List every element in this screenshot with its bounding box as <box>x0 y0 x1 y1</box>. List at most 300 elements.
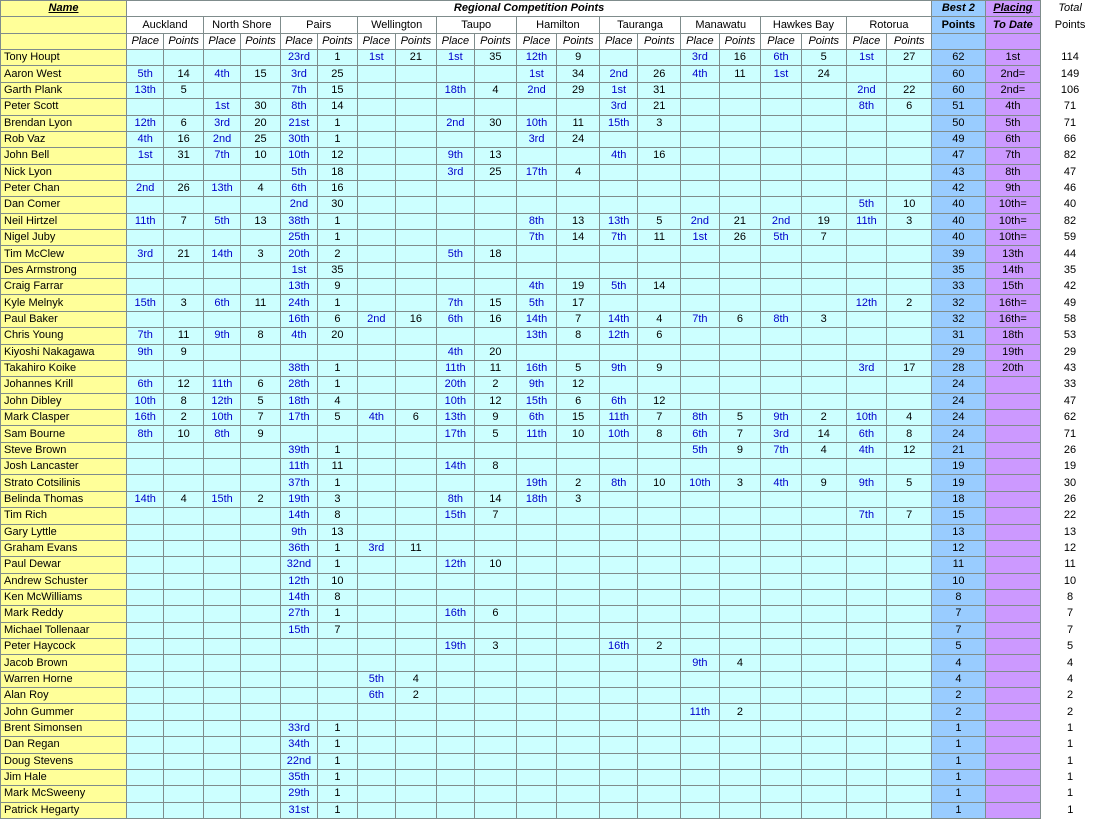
placing-cell[interactable] <box>985 704 1041 720</box>
points-cell[interactable]: 1 <box>318 295 358 311</box>
place-cell[interactable]: 2nd <box>681 213 719 229</box>
place-cell[interactable]: 14th <box>516 311 557 327</box>
place-cell[interactable] <box>127 720 164 736</box>
points-cell[interactable] <box>638 671 681 687</box>
place-cell[interactable] <box>516 671 557 687</box>
points-cell[interactable]: 1 <box>318 737 358 753</box>
points-cell[interactable] <box>801 720 846 736</box>
total-points-cell[interactable]: 42 <box>1041 279 1100 295</box>
points-cell[interactable] <box>719 131 761 147</box>
points-cell[interactable] <box>801 344 846 360</box>
place-cell[interactable] <box>357 737 395 753</box>
points-cell[interactable]: 2 <box>396 688 437 704</box>
place-cell[interactable]: 38th <box>280 213 317 229</box>
place-cell[interactable] <box>681 606 719 622</box>
place-cell[interactable] <box>681 557 719 573</box>
points-cell[interactable]: 10 <box>164 426 204 442</box>
place-cell[interactable] <box>681 148 719 164</box>
points-cell[interactable] <box>887 66 932 82</box>
place-cell[interactable] <box>357 328 395 344</box>
placing-cell[interactable]: 10th= <box>985 213 1041 229</box>
place-cell[interactable] <box>357 573 395 589</box>
points-cell[interactable] <box>557 540 600 556</box>
place-cell[interactable]: 19th <box>280 491 317 507</box>
place-cell[interactable]: 17th <box>516 164 557 180</box>
place-cell[interactable] <box>761 606 802 622</box>
points-cell[interactable] <box>557 720 600 736</box>
points-cell[interactable]: 7 <box>241 409 281 425</box>
competitor-name[interactable]: Doug Stevens <box>1 753 127 769</box>
competitor-name[interactable]: Peter Haycock <box>1 639 127 655</box>
placing-cell[interactable] <box>985 459 1041 475</box>
place-cell[interactable] <box>761 131 802 147</box>
place-cell[interactable] <box>203 442 240 458</box>
points-cell[interactable]: 15 <box>475 295 517 311</box>
place-cell[interactable] <box>127 197 164 213</box>
place-cell[interactable] <box>761 557 802 573</box>
place-cell[interactable] <box>681 720 719 736</box>
placing-cell[interactable]: 4th <box>985 99 1041 115</box>
placing-cell[interactable] <box>985 508 1041 524</box>
points-cell[interactable]: 3 <box>557 491 600 507</box>
points-cell[interactable] <box>557 769 600 785</box>
place-cell[interactable] <box>600 197 638 213</box>
best-points-cell[interactable]: 19 <box>932 459 985 475</box>
place-cell[interactable] <box>681 753 719 769</box>
points-cell[interactable] <box>164 786 204 802</box>
place-cell[interactable] <box>127 573 164 589</box>
points-cell[interactable]: 6 <box>557 393 600 409</box>
place-cell[interactable] <box>761 786 802 802</box>
points-cell[interactable] <box>719 164 761 180</box>
best-points-cell[interactable]: 60 <box>932 66 985 82</box>
placing-cell[interactable]: 9th <box>985 180 1041 196</box>
place-cell[interactable] <box>357 720 395 736</box>
points-cell[interactable]: 4 <box>318 393 358 409</box>
place-cell[interactable]: 7th <box>846 508 887 524</box>
place-cell[interactable]: 10th <box>280 148 317 164</box>
points-cell[interactable] <box>887 769 932 785</box>
competitor-name[interactable]: Kiyoshi Nakagawa <box>1 344 127 360</box>
place-cell[interactable]: 1st <box>846 50 887 66</box>
points-cell[interactable] <box>801 769 846 785</box>
points-cell[interactable]: 14 <box>801 426 846 442</box>
place-cell[interactable] <box>516 769 557 785</box>
points-cell[interactable] <box>801 573 846 589</box>
place-cell[interactable]: 4th <box>127 131 164 147</box>
best-points-cell[interactable]: 47 <box>932 148 985 164</box>
best-points-cell[interactable]: 32 <box>932 311 985 327</box>
place-cell[interactable] <box>203 459 240 475</box>
place-cell[interactable] <box>127 704 164 720</box>
points-cell[interactable] <box>475 655 517 671</box>
place-cell[interactable]: 4th <box>600 148 638 164</box>
competitor-name[interactable]: Strato Cotsilinis <box>1 475 127 491</box>
points-cell[interactable] <box>887 180 932 196</box>
points-cell[interactable]: 8 <box>638 426 681 442</box>
points-cell[interactable] <box>887 230 932 246</box>
points-cell[interactable] <box>241 262 281 278</box>
place-cell[interactable] <box>761 82 802 98</box>
place-cell[interactable] <box>846 671 887 687</box>
place-cell[interactable] <box>516 606 557 622</box>
points-cell[interactable]: 1 <box>318 230 358 246</box>
points-cell[interactable] <box>318 671 358 687</box>
points-cell[interactable] <box>638 786 681 802</box>
points-cell[interactable] <box>638 737 681 753</box>
place-cell[interactable]: 6th <box>846 426 887 442</box>
best-points-cell[interactable]: 1 <box>932 802 985 818</box>
place-cell[interactable] <box>600 50 638 66</box>
total-points-cell[interactable]: 5 <box>1041 639 1100 655</box>
points-cell[interactable]: 2 <box>475 377 517 393</box>
points-cell[interactable]: 11 <box>475 360 517 376</box>
place-cell[interactable] <box>761 344 802 360</box>
points-cell[interactable] <box>241 360 281 376</box>
place-cell[interactable] <box>127 622 164 638</box>
points-cell[interactable] <box>475 589 517 605</box>
points-cell[interactable]: 17 <box>887 360 932 376</box>
place-cell[interactable] <box>357 557 395 573</box>
points-cell[interactable]: 4 <box>719 655 761 671</box>
place-cell[interactable]: 2nd <box>357 311 395 327</box>
place-cell[interactable] <box>761 655 802 671</box>
points-cell[interactable]: 11 <box>638 230 681 246</box>
place-cell[interactable] <box>516 688 557 704</box>
place-cell[interactable]: 12th <box>846 295 887 311</box>
points-cell[interactable]: 5 <box>475 426 517 442</box>
place-cell[interactable] <box>761 360 802 376</box>
points-cell[interactable] <box>638 180 681 196</box>
competitor-name[interactable]: Johannes Krill <box>1 377 127 393</box>
points-cell[interactable] <box>801 508 846 524</box>
place-cell[interactable] <box>681 262 719 278</box>
points-cell[interactable]: 6 <box>719 311 761 327</box>
placing-cell[interactable]: 16th= <box>985 311 1041 327</box>
place-cell[interactable] <box>846 164 887 180</box>
place-cell[interactable] <box>357 655 395 671</box>
place-cell[interactable] <box>203 262 240 278</box>
points-cell[interactable] <box>475 753 517 769</box>
place-cell[interactable] <box>846 589 887 605</box>
place-cell[interactable]: 25th <box>280 230 317 246</box>
place-cell[interactable] <box>761 704 802 720</box>
placing-cell[interactable]: 10th= <box>985 230 1041 246</box>
best-points-cell[interactable]: 1 <box>932 737 985 753</box>
place-cell[interactable] <box>846 540 887 556</box>
points-cell[interactable] <box>475 540 517 556</box>
competitor-name[interactable]: Neil Hirtzel <box>1 213 127 229</box>
place-cell[interactable] <box>846 115 887 131</box>
points-cell[interactable] <box>475 524 517 540</box>
place-cell[interactable] <box>127 688 164 704</box>
total-points-cell[interactable]: 1 <box>1041 720 1100 736</box>
place-cell[interactable] <box>681 524 719 540</box>
points-cell[interactable] <box>241 524 281 540</box>
place-cell[interactable]: 6th <box>436 311 474 327</box>
points-cell[interactable]: 16 <box>638 148 681 164</box>
total-points-cell[interactable]: 1 <box>1041 737 1100 753</box>
place-cell[interactable]: 6th <box>127 377 164 393</box>
points-cell[interactable] <box>475 786 517 802</box>
points-cell[interactable]: 7 <box>557 311 600 327</box>
place-cell[interactable] <box>516 262 557 278</box>
total-points-cell[interactable]: 7 <box>1041 622 1100 638</box>
place-cell[interactable]: 1st <box>280 262 317 278</box>
competitor-name[interactable]: Jacob Brown <box>1 655 127 671</box>
place-cell[interactable] <box>203 737 240 753</box>
place-cell[interactable] <box>436 328 474 344</box>
total-points-cell[interactable]: 2 <box>1041 688 1100 704</box>
points-cell[interactable]: 6 <box>887 99 932 115</box>
points-cell[interactable] <box>719 393 761 409</box>
points-cell[interactable] <box>557 671 600 687</box>
points-cell[interactable] <box>719 524 761 540</box>
placing-cell[interactable] <box>985 753 1041 769</box>
points-cell[interactable] <box>887 131 932 147</box>
placing-cell[interactable] <box>985 475 1041 491</box>
place-cell[interactable] <box>436 622 474 638</box>
place-cell[interactable] <box>436 655 474 671</box>
competitor-name[interactable]: Dan Comer <box>1 197 127 213</box>
place-cell[interactable]: 19th <box>436 639 474 655</box>
place-cell[interactable] <box>681 786 719 802</box>
place-cell[interactable] <box>761 180 802 196</box>
place-cell[interactable] <box>516 508 557 524</box>
points-cell[interactable] <box>164 311 204 327</box>
points-cell[interactable]: 6 <box>396 409 437 425</box>
points-cell[interactable] <box>396 180 437 196</box>
place-cell[interactable]: 7th <box>203 148 240 164</box>
place-cell[interactable]: 31st <box>280 802 317 818</box>
competitor-name[interactable]: Paul Dewar <box>1 557 127 573</box>
place-cell[interactable] <box>681 802 719 818</box>
points-cell[interactable] <box>887 655 932 671</box>
points-cell[interactable] <box>638 459 681 475</box>
points-cell[interactable] <box>396 704 437 720</box>
place-cell[interactable]: 20th <box>436 377 474 393</box>
placing-cell[interactable]: 7th <box>985 148 1041 164</box>
competitor-name[interactable]: Ken McWilliams <box>1 589 127 605</box>
points-cell[interactable]: 1 <box>318 786 358 802</box>
place-cell[interactable] <box>357 524 395 540</box>
place-cell[interactable] <box>600 606 638 622</box>
points-cell[interactable] <box>801 655 846 671</box>
points-cell[interactable] <box>887 262 932 278</box>
place-cell[interactable] <box>761 508 802 524</box>
place-cell[interactable] <box>600 753 638 769</box>
points-cell[interactable] <box>887 344 932 360</box>
points-cell[interactable] <box>241 606 281 622</box>
place-cell[interactable]: 3rd <box>357 540 395 556</box>
points-cell[interactable]: 1 <box>318 360 358 376</box>
place-cell[interactable] <box>357 459 395 475</box>
points-cell[interactable]: 34 <box>557 66 600 82</box>
place-cell[interactable] <box>600 246 638 262</box>
place-cell[interactable]: 14th <box>600 311 638 327</box>
points-cell[interactable] <box>241 50 281 66</box>
placing-cell[interactable]: 16th= <box>985 295 1041 311</box>
points-cell[interactable] <box>318 655 358 671</box>
points-cell[interactable] <box>164 360 204 376</box>
points-cell[interactable] <box>164 508 204 524</box>
points-cell[interactable] <box>719 148 761 164</box>
points-cell[interactable] <box>475 279 517 295</box>
points-cell[interactable]: 3 <box>801 311 846 327</box>
placing-cell[interactable] <box>985 671 1041 687</box>
place-cell[interactable]: 6th <box>681 426 719 442</box>
place-cell[interactable] <box>761 328 802 344</box>
points-cell[interactable]: 12 <box>475 393 517 409</box>
competitor-name[interactable]: Steve Brown <box>1 442 127 458</box>
competitor-name[interactable]: Dan Regan <box>1 737 127 753</box>
total-points-cell[interactable]: 4 <box>1041 671 1100 687</box>
points-cell[interactable] <box>396 99 437 115</box>
place-cell[interactable] <box>761 589 802 605</box>
total-points-cell[interactable]: 66 <box>1041 131 1100 147</box>
points-cell[interactable]: 12 <box>557 377 600 393</box>
points-cell[interactable]: 8 <box>887 426 932 442</box>
points-cell[interactable] <box>719 671 761 687</box>
best-points-cell[interactable]: 32 <box>932 295 985 311</box>
place-cell[interactable] <box>600 573 638 589</box>
best-points-cell[interactable]: 42 <box>932 180 985 196</box>
place-cell[interactable] <box>681 295 719 311</box>
points-cell[interactable] <box>318 426 358 442</box>
place-cell[interactable]: 6th <box>600 393 638 409</box>
best-points-cell[interactable]: 24 <box>932 393 985 409</box>
points-cell[interactable] <box>396 328 437 344</box>
points-cell[interactable]: 1 <box>318 442 358 458</box>
place-cell[interactable] <box>516 344 557 360</box>
place-cell[interactable]: 18th <box>436 82 474 98</box>
points-cell[interactable] <box>801 459 846 475</box>
points-cell[interactable]: 3 <box>887 213 932 229</box>
points-cell[interactable] <box>396 426 437 442</box>
placing-cell[interactable]: 10th= <box>985 197 1041 213</box>
total-points-cell[interactable]: 44 <box>1041 246 1100 262</box>
points-cell[interactable] <box>557 99 600 115</box>
place-cell[interactable]: 13th <box>436 409 474 425</box>
place-cell[interactable]: 9th <box>516 377 557 393</box>
place-cell[interactable] <box>357 295 395 311</box>
place-cell[interactable]: 7th <box>516 230 557 246</box>
points-cell[interactable] <box>719 82 761 98</box>
place-cell[interactable]: 12th <box>127 115 164 131</box>
place-cell[interactable] <box>761 524 802 540</box>
place-cell[interactable] <box>516 753 557 769</box>
best-points-cell[interactable]: 24 <box>932 377 985 393</box>
place-cell[interactable] <box>681 115 719 131</box>
points-cell[interactable]: 2 <box>318 246 358 262</box>
place-cell[interactable] <box>127 459 164 475</box>
place-cell[interactable] <box>761 393 802 409</box>
points-cell[interactable] <box>475 213 517 229</box>
points-cell[interactable] <box>887 540 932 556</box>
place-cell[interactable] <box>203 704 240 720</box>
placing-cell[interactable] <box>985 786 1041 802</box>
points-cell[interactable] <box>557 180 600 196</box>
place-cell[interactable] <box>203 589 240 605</box>
points-cell[interactable] <box>396 295 437 311</box>
place-cell[interactable] <box>846 148 887 164</box>
placing-cell[interactable]: 13th <box>985 246 1041 262</box>
points-cell[interactable] <box>396 262 437 278</box>
points-cell[interactable] <box>241 671 281 687</box>
points-cell[interactable] <box>557 442 600 458</box>
place-cell[interactable]: 6th <box>357 688 395 704</box>
place-cell[interactable] <box>600 737 638 753</box>
place-cell[interactable] <box>436 573 474 589</box>
points-cell[interactable] <box>396 131 437 147</box>
best-points-cell[interactable]: 7 <box>932 606 985 622</box>
points-cell[interactable]: 9 <box>801 475 846 491</box>
place-cell[interactable] <box>761 262 802 278</box>
placing-cell[interactable] <box>985 622 1041 638</box>
best-points-cell[interactable]: 40 <box>932 213 985 229</box>
place-cell[interactable] <box>761 540 802 556</box>
points-cell[interactable] <box>801 540 846 556</box>
place-cell[interactable] <box>203 230 240 246</box>
place-cell[interactable]: 21st <box>280 115 317 131</box>
place-cell[interactable]: 4th <box>203 66 240 82</box>
points-cell[interactable] <box>475 131 517 147</box>
place-cell[interactable] <box>280 426 317 442</box>
points-cell[interactable] <box>164 459 204 475</box>
place-cell[interactable] <box>846 344 887 360</box>
total-points-cell[interactable]: 1 <box>1041 769 1100 785</box>
points-cell[interactable] <box>396 786 437 802</box>
place-cell[interactable]: 11th <box>846 213 887 229</box>
points-cell[interactable] <box>557 786 600 802</box>
points-cell[interactable] <box>396 377 437 393</box>
placing-cell[interactable] <box>985 393 1041 409</box>
points-cell[interactable]: 25 <box>241 131 281 147</box>
points-cell[interactable] <box>396 475 437 491</box>
points-cell[interactable]: 5 <box>638 213 681 229</box>
total-points-cell[interactable]: 13 <box>1041 524 1100 540</box>
total-points-cell[interactable]: 71 <box>1041 426 1100 442</box>
points-cell[interactable]: 5 <box>557 360 600 376</box>
best-points-cell[interactable]: 40 <box>932 230 985 246</box>
place-cell[interactable] <box>127 557 164 573</box>
points-cell[interactable] <box>719 328 761 344</box>
place-cell[interactable] <box>681 573 719 589</box>
place-cell[interactable] <box>357 180 395 196</box>
place-cell[interactable]: 3rd <box>761 426 802 442</box>
place-cell[interactable] <box>516 540 557 556</box>
total-points-cell[interactable]: 22 <box>1041 508 1100 524</box>
points-cell[interactable]: 9 <box>638 360 681 376</box>
place-cell[interactable]: 14th <box>127 491 164 507</box>
points-cell[interactable]: 2 <box>801 409 846 425</box>
points-cell[interactable]: 3 <box>719 475 761 491</box>
points-cell[interactable] <box>638 50 681 66</box>
place-cell[interactable]: 5th <box>127 66 164 82</box>
competitor-name[interactable]: Warren Horne <box>1 671 127 687</box>
points-cell[interactable] <box>638 442 681 458</box>
points-cell[interactable] <box>241 197 281 213</box>
place-cell[interactable] <box>846 328 887 344</box>
place-cell[interactable] <box>436 540 474 556</box>
best-points-cell[interactable]: 5 <box>932 639 985 655</box>
best-points-cell[interactable]: 35 <box>932 262 985 278</box>
competitor-name[interactable]: Tim Rich <box>1 508 127 524</box>
place-cell[interactable]: 11th <box>681 704 719 720</box>
points-cell[interactable] <box>887 737 932 753</box>
points-cell[interactable]: 29 <box>557 82 600 98</box>
points-cell[interactable] <box>719 344 761 360</box>
